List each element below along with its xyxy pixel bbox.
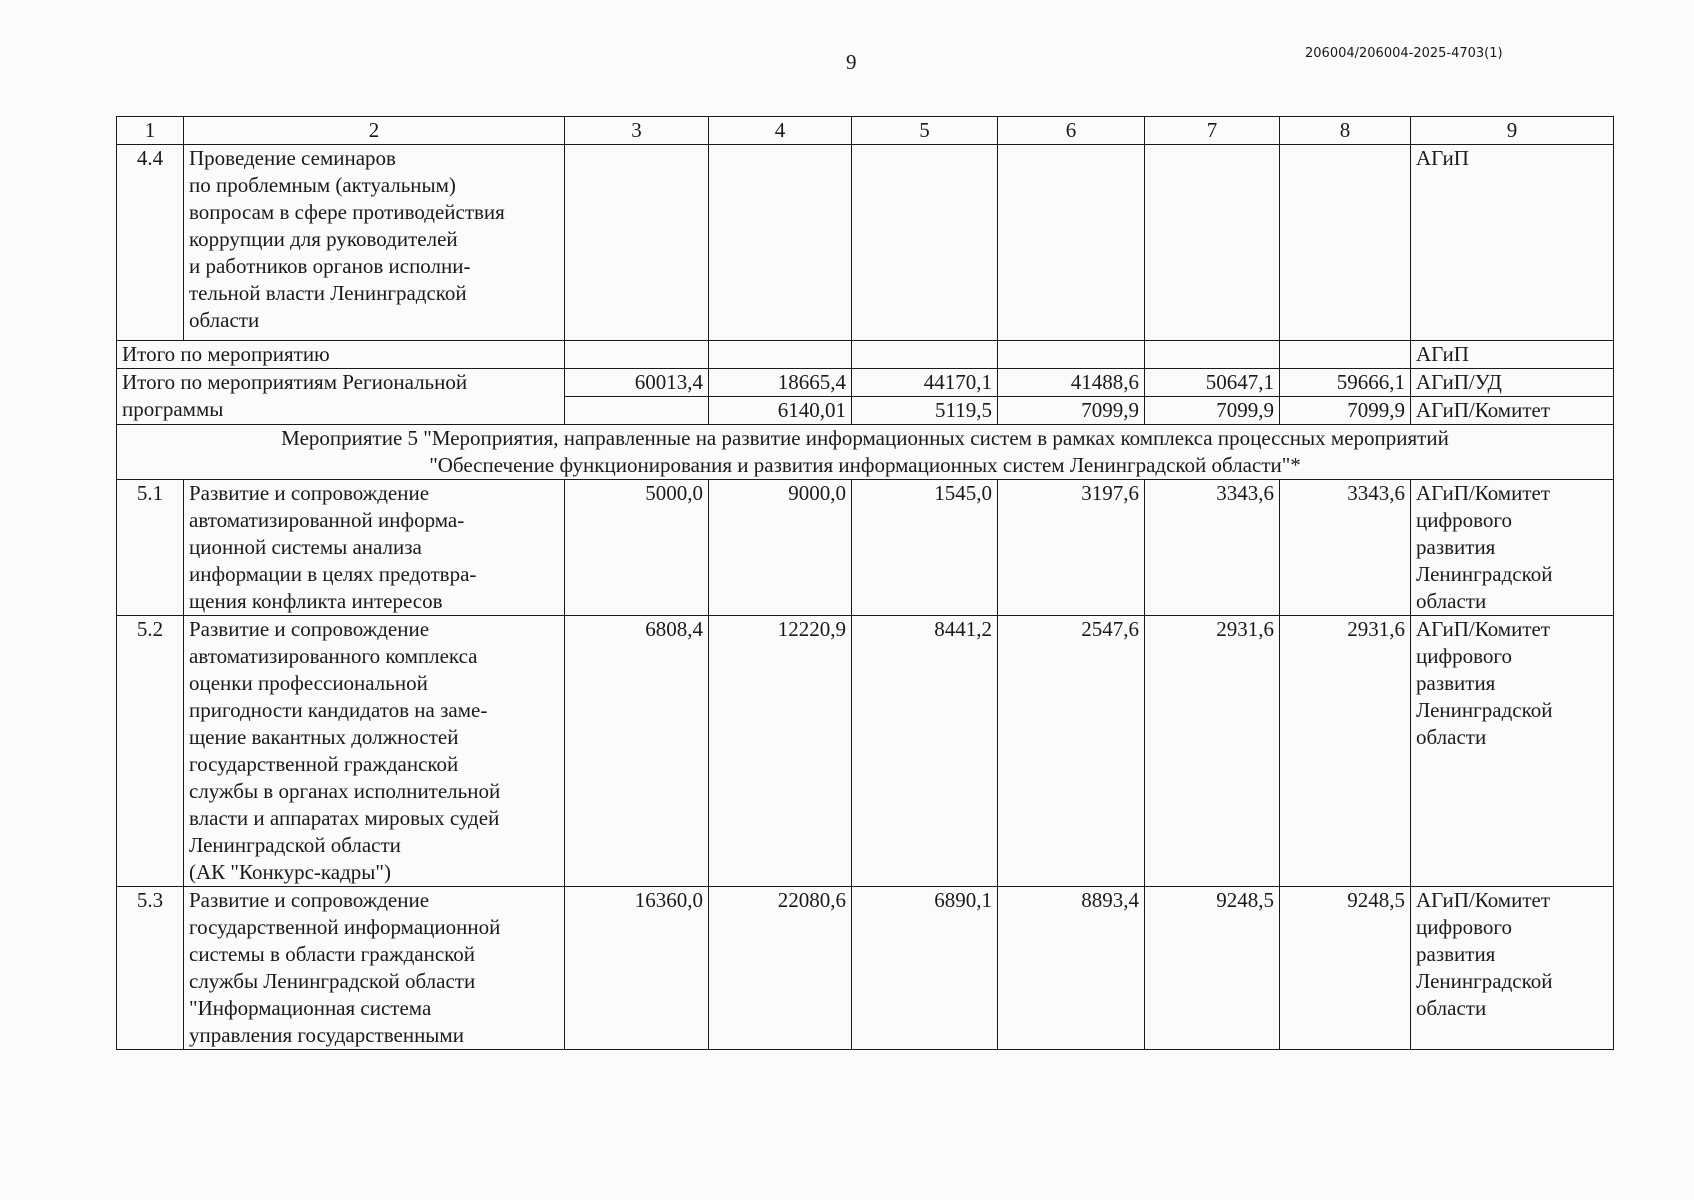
header-cell: 7 — [1145, 117, 1280, 145]
value-cell — [1145, 341, 1280, 369]
responsible-cell: АГиП/Комитет цифрового развития Ленинградской области — [1411, 480, 1614, 616]
value-cell: 5000,0 — [565, 480, 709, 616]
header-cell: 2 — [184, 117, 565, 145]
table-row-4-4 — [117, 145, 1614, 341]
responsible-cell: АГиП — [1411, 145, 1614, 341]
value-cell: 41488,6 — [998, 369, 1145, 397]
value-cell — [998, 145, 1145, 341]
value-cell — [1145, 145, 1280, 341]
value-cell: 7099,9 — [998, 397, 1145, 425]
value-cell: 60013,4 — [565, 369, 709, 397]
value-cell — [565, 145, 709, 341]
section-5-heading-row — [117, 425, 1614, 480]
program-table — [116, 116, 1614, 1050]
value-cell: 2931,6 — [1145, 616, 1280, 887]
value-cell: 6140,01 — [709, 397, 852, 425]
value-cell: 5119,5 — [852, 397, 998, 425]
responsible-cell: АГиП/Комитет цифрового развития Ленинградской области — [1411, 887, 1614, 1050]
total-program-row-1 — [117, 369, 1614, 397]
responsible-cell: АГиП/УД — [1411, 369, 1614, 397]
responsible-cell: АГиП/Комитет — [1411, 397, 1614, 425]
event-name: Развитие и сопровождение автоматизированного комплекса оценки профессиональной пригодности кандидатов на заме- щение вакантных должностей государственной гражданской службы в органах исполнительной власти и аппаратах мировых судей Ленинградской области (АК "Конкурс-кадры") — [184, 616, 565, 887]
total-event-row — [117, 341, 1614, 369]
value-cell: 9248,5 — [1280, 887, 1411, 1050]
value-cell: 6890,1 — [852, 887, 998, 1050]
row-index: 5.3 — [117, 887, 184, 1050]
value-cell: 44170,1 — [852, 369, 998, 397]
table-row-5-3 — [117, 887, 1614, 1050]
value-cell: 7099,9 — [1280, 397, 1411, 425]
value-cell — [852, 145, 998, 341]
value-cell — [709, 341, 852, 369]
total-program-label: Итого по мероприятиям Региональной программы — [117, 369, 565, 425]
header-cell: 6 — [998, 117, 1145, 145]
header-cell: 8 — [1280, 117, 1411, 145]
value-cell — [1280, 145, 1411, 341]
header-cell: 4 — [709, 117, 852, 145]
value-cell: 9248,5 — [1145, 887, 1280, 1050]
value-cell: 3197,6 — [998, 480, 1145, 616]
section-5-title: Мероприятие 5 "Мероприятия, направленные на развитие информационных систем в рамках комплекса процессных мероприятий "Обеспечение функционирования и развития информационных систем Ленинградской области"* — [117, 425, 1614, 480]
event-name: Развитие и сопровождение автоматизированной информа- ционной системы анализа информации в целях предотвра- щения конфликта интересов — [184, 480, 565, 616]
row-index: 4.4 — [117, 145, 184, 341]
responsible-cell: АГиП/Комитет цифрового развития Ленинградской области — [1411, 616, 1614, 887]
value-cell: 3343,6 — [1145, 480, 1280, 616]
page-number: 9 — [846, 50, 857, 74]
document-id: 206004/206004-2025-4703(1) — [1305, 46, 1503, 61]
header-row — [117, 117, 1614, 145]
value-cell: 22080,6 — [709, 887, 852, 1050]
value-cell: 50647,1 — [1145, 369, 1280, 397]
value-cell: 18665,4 — [709, 369, 852, 397]
value-cell: 59666,1 — [1280, 369, 1411, 397]
value-cell — [565, 397, 709, 425]
value-cell: 8441,2 — [852, 616, 998, 887]
responsible-cell: АГиП — [1411, 341, 1614, 369]
header-cell: 5 — [852, 117, 998, 145]
value-cell: 3343,6 — [1280, 480, 1411, 616]
value-cell: 12220,9 — [709, 616, 852, 887]
value-cell — [998, 341, 1145, 369]
value-cell: 2931,6 — [1280, 616, 1411, 887]
value-cell — [1280, 341, 1411, 369]
value-cell: 2547,6 — [998, 616, 1145, 887]
row-index: 5.2 — [117, 616, 184, 887]
value-cell: 8893,4 — [998, 887, 1145, 1050]
value-cell: 9000,0 — [709, 480, 852, 616]
total-event-label: Итого по мероприятию — [117, 341, 565, 369]
value-cell — [709, 145, 852, 341]
event-name: Проведение семинаров по проблемным (актуальным) вопросам в сфере противодействия коррупции для руководителей и работников органов исполни- тельной власти Ленинградской области — [184, 145, 565, 341]
value-cell: 6808,4 — [565, 616, 709, 887]
table-row-5-1 — [117, 480, 1614, 616]
value-cell — [565, 341, 709, 369]
header-cell: 3 — [565, 117, 709, 145]
header-cell: 1 — [117, 117, 184, 145]
header-cell: 9 — [1411, 117, 1614, 145]
value-cell: 7099,9 — [1145, 397, 1280, 425]
event-name: Развитие и сопровождение государственной информационной системы в области гражданской службы Ленинградской области "Информационная система управления государственными — [184, 887, 565, 1050]
table-row-5-2 — [117, 616, 1614, 887]
value-cell — [852, 341, 998, 369]
value-cell: 1545,0 — [852, 480, 998, 616]
value-cell: 16360,0 — [565, 887, 709, 1050]
row-index: 5.1 — [117, 480, 184, 616]
